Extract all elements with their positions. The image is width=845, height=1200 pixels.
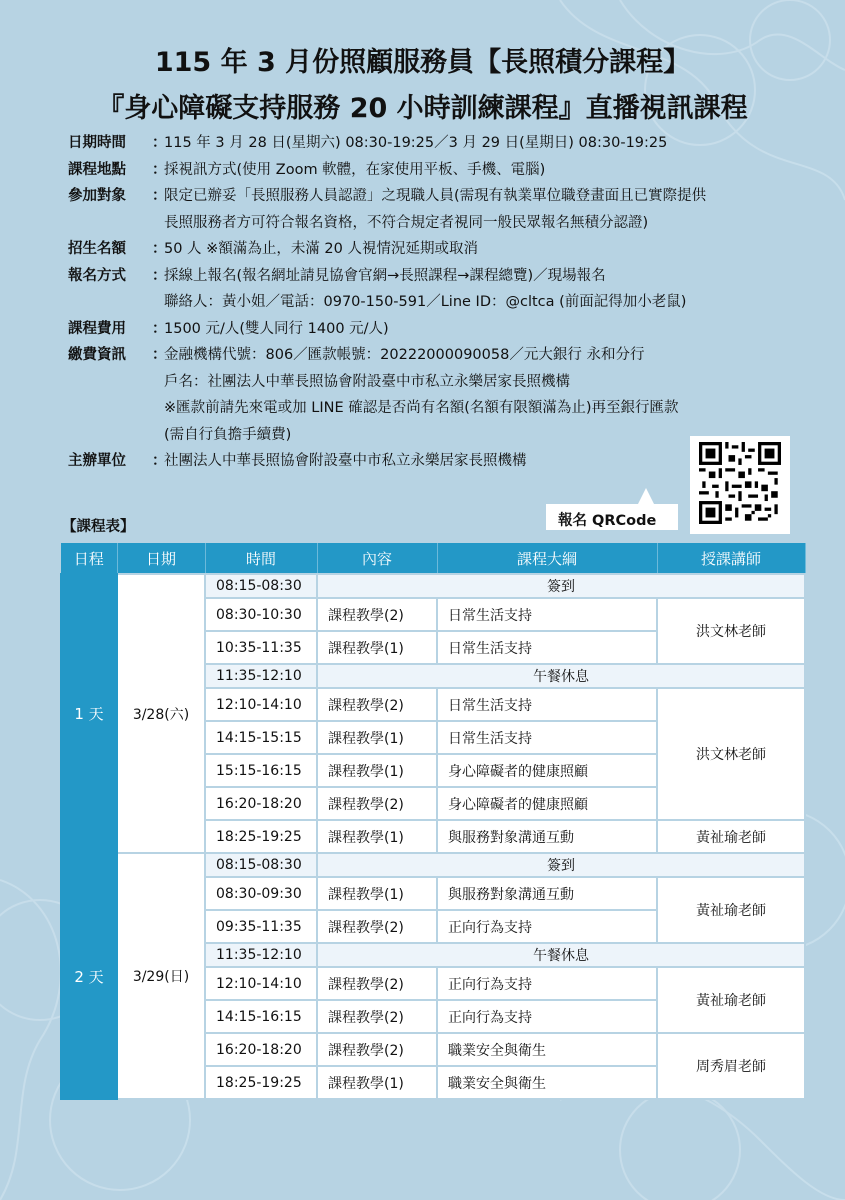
qr-code-icon bbox=[699, 442, 781, 524]
info-label: 繳費資訊 bbox=[68, 347, 126, 363]
info-value-continued: ※匯款前請先來電或加 LINE 確認是否尚有名額(名額有限額滿為止)再至銀行匯款 bbox=[164, 400, 679, 416]
signup-qr-code[interactable] bbox=[690, 436, 790, 534]
info-signup: 報名方式 ： 採線上報名(報名網址請見協會官網→長照課程→課程總覽)／現場報名 bbox=[68, 263, 808, 290]
table-row bbox=[61, 853, 805, 877]
outline-cell: 與服務對象溝通互動 bbox=[437, 820, 657, 853]
info-quota: 招生名額 ： 50 人 ※額滿為止，未滿 20 人視情況延期或取消 bbox=[68, 236, 808, 263]
info-value-continued: 戶名：社團法人中華長照協會附設臺中市私立永樂居家長照機構 bbox=[164, 373, 570, 390]
qr-label: 報名 QRCode bbox=[558, 513, 657, 529]
info-value: 金融機構代號：806／匯款帳號：20222000090058／元大銀行 永和分行 bbox=[164, 347, 645, 363]
time-cell: 14:15-15:15 bbox=[205, 721, 317, 754]
time-cell: 14:15-16:15 bbox=[205, 1000, 317, 1033]
time-cell: 09:35-11:35 bbox=[205, 910, 317, 943]
schedule-heading: 【課程表】 bbox=[62, 519, 135, 535]
info-value: 50 人 ※額滿為止，未滿 20 人視情況延期或取消 bbox=[164, 241, 478, 257]
content-cell: 課程教學(1) bbox=[317, 1066, 437, 1099]
teacher-cell: 洪文林老師 bbox=[657, 598, 805, 664]
time-cell: 08:30-09:30 bbox=[205, 877, 317, 910]
content-cell: 課程教學(2) bbox=[317, 967, 437, 1000]
column-header: 時間 bbox=[205, 543, 317, 574]
time-cell: 11:35-12:10 bbox=[205, 943, 317, 967]
info-value: 限定已辦妥「長照服務人員認證」之現職人員(需現有執業單位職登畫面且已實際提供 bbox=[164, 188, 707, 204]
info-organizer: 主辦單位 ： 社團法人中華長照協會附設臺中市私立永樂居家長照機構 bbox=[68, 448, 808, 475]
info-place: 課程地點 ： 採視訊方式(使用 Zoom 軟體，在家使用平板、手機、電腦) bbox=[68, 157, 808, 184]
table-header-row bbox=[61, 543, 805, 574]
info-date: 日期時間 ： 115 年 3 月 28 日(星期六) 08:30-19:25／3 月 29 日(星期日) 08:30-19:25 bbox=[68, 130, 808, 157]
info-target: 參加對象 ： 限定已辦妥「長照服務人員認證」之現職人員(需現有執業單位職登畫面且已實際提供 bbox=[68, 183, 808, 210]
info-value: 採視訊方式(使用 Zoom 軟體，在家使用平板、手機、電腦) bbox=[164, 161, 546, 178]
info-label: 主辦單位 bbox=[68, 453, 126, 469]
column-header: 課程大綱 bbox=[437, 543, 657, 574]
column-header: 授課講師 bbox=[657, 543, 805, 574]
info-payment: 繳費資訊 ： 金融機構代號：806／匯款帳號：20222000090058／元大銀行 永和分行 bbox=[68, 342, 808, 369]
info-value: 採線上報名(報名網址請見協會官網→長照課程→課程總覽)／現場報名 bbox=[164, 267, 606, 284]
day-cell: 2 天 bbox=[61, 853, 117, 1099]
info-label: 參加對象 bbox=[68, 188, 126, 204]
outline-cell: 身心障礙者的健康照顧 bbox=[437, 754, 657, 787]
info-value-continued: 聯絡人：黃小姐／電話：0970-150-591／Line ID：@cltca (前面記得加小老鼠) bbox=[164, 294, 687, 310]
content-cell: 課程教學(2) bbox=[317, 598, 437, 631]
title-line-1: 115 年 3 月份照顧服務員【長照積分課程】 bbox=[154, 47, 691, 78]
schedule-table-wrapper bbox=[60, 543, 804, 1100]
info-value: 社團法人中華長照協會附設臺中市私立永樂居家長照機構 bbox=[164, 453, 527, 469]
break-cell: 簽到 bbox=[317, 853, 805, 877]
outline-cell: 日常生活支持 bbox=[437, 631, 657, 664]
teacher-cell: 周秀眉老師 bbox=[657, 1033, 805, 1099]
outline-cell: 正向行為支持 bbox=[437, 910, 657, 943]
outline-cell: 職業安全與衛生 bbox=[437, 1066, 657, 1099]
time-cell: 12:10-14:10 bbox=[205, 688, 317, 721]
column-header: 日期 bbox=[117, 543, 205, 574]
info-fee: 課程費用 ： 1500 元/人(雙人同行 1400 元/人) bbox=[68, 316, 808, 343]
time-cell: 18:25-19:25 bbox=[205, 820, 317, 853]
teacher-cell: 黃祉瑜老師 bbox=[657, 967, 805, 1033]
outline-cell: 正向行為支持 bbox=[437, 967, 657, 1000]
teacher-cell: 黃祉瑜老師 bbox=[657, 820, 805, 853]
info-section bbox=[68, 130, 808, 475]
info-label: 日期時間 bbox=[68, 135, 126, 151]
break-cell: 簽到 bbox=[317, 574, 805, 598]
teacher-cell: 黃祉瑜老師 bbox=[657, 877, 805, 943]
time-cell: 11:35-12:10 bbox=[205, 664, 317, 688]
content-cell: 課程教學(1) bbox=[317, 820, 437, 853]
column-header: 內容 bbox=[317, 543, 437, 574]
schedule-table bbox=[60, 543, 806, 1100]
column-header: 日程 bbox=[61, 543, 117, 574]
outline-cell: 正向行為支持 bbox=[437, 1000, 657, 1033]
outline-cell: 與服務對象溝通互動 bbox=[437, 877, 657, 910]
teacher-cell: 洪文林老師 bbox=[657, 688, 805, 820]
content-cell: 課程教學(1) bbox=[317, 754, 437, 787]
time-cell: 08:15-08:30 bbox=[205, 574, 317, 598]
table-row bbox=[61, 574, 805, 598]
outline-cell: 職業安全與衛生 bbox=[437, 1033, 657, 1066]
info-value: 115 年 3 月 28 日(星期六) 08:30-19:25／3 月 29 日(星期日) 08:30-19:25 bbox=[164, 135, 668, 151]
date-cell: 3/28(六) bbox=[117, 574, 205, 853]
info-value-continued: (需自行負擔手續費) bbox=[164, 426, 292, 443]
date-cell: 3/29(日) bbox=[117, 853, 205, 1099]
info-label: 課程費用 bbox=[68, 320, 126, 337]
outline-cell: 身心障礙者的健康照顧 bbox=[437, 787, 657, 820]
time-cell: 08:15-08:30 bbox=[205, 853, 317, 877]
info-label: 招生名額 bbox=[68, 241, 126, 257]
outline-cell: 日常生活支持 bbox=[437, 598, 657, 631]
outline-cell: 日常生活支持 bbox=[437, 688, 657, 721]
content-cell: 課程教學(2) bbox=[317, 1000, 437, 1033]
outline-cell: 日常生活支持 bbox=[437, 721, 657, 754]
info-value: 1500 元/人(雙人同行 1400 元/人) bbox=[164, 320, 389, 337]
info-label: 課程地點 bbox=[68, 161, 126, 178]
info-label: 報名方式 bbox=[68, 267, 126, 284]
content-cell: 課程教學(1) bbox=[317, 721, 437, 754]
time-cell: 08:30-10:30 bbox=[205, 598, 317, 631]
info-value-continued: 長照服務者方可符合報名資格，不符合規定者視同一般民眾報名無積分認證) bbox=[164, 214, 649, 231]
content-cell: 課程教學(1) bbox=[317, 877, 437, 910]
time-cell: 15:15-16:15 bbox=[205, 754, 317, 787]
content-cell: 課程教學(1) bbox=[317, 631, 437, 664]
time-cell: 10:35-11:35 bbox=[205, 631, 317, 664]
time-cell: 18:25-19:25 bbox=[205, 1066, 317, 1099]
time-cell: 16:20-18:20 bbox=[205, 1033, 317, 1066]
break-cell: 午餐休息 bbox=[317, 943, 805, 967]
break-cell: 午餐休息 bbox=[317, 664, 805, 688]
content-cell: 課程教學(2) bbox=[317, 688, 437, 721]
content-cell: 課程教學(2) bbox=[317, 1033, 437, 1066]
time-cell: 12:10-14:10 bbox=[205, 967, 317, 1000]
content-cell: 課程教學(2) bbox=[317, 910, 437, 943]
title-line-2: 『身心障礙支持服務 20 小時訓練課程』直播視訊課程 bbox=[97, 93, 748, 124]
day-cell: 1 天 bbox=[61, 574, 117, 853]
content-cell: 課程教學(2) bbox=[317, 787, 437, 820]
time-cell: 16:20-18:20 bbox=[205, 787, 317, 820]
